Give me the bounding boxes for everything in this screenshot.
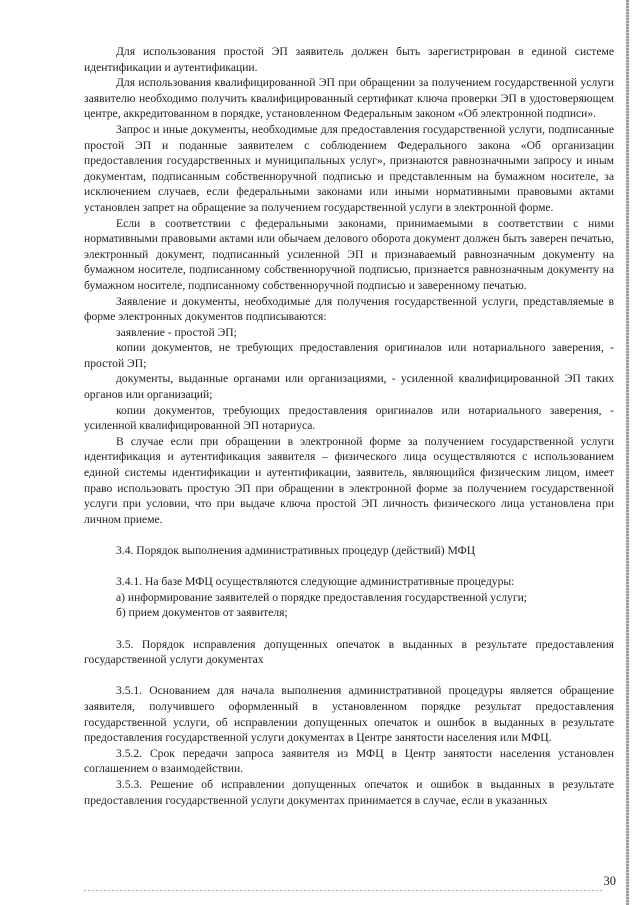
paragraph-seal-requirement: Если в соответствии с федеральными законами, принимаемыми в соответствии с ними нормативными правовыми актами или обычаем делового оборота документ должен быть заверен печатью, электронный документ, подписанный усиленной ЭП и признаваемый равнозначным документу на бумажном носителе, подписанному собственноручной подписью, признается равнозначным документу на бумажном носителе, подписанному собственноручной подписью и заверенному печатью. [84, 216, 614, 292]
list-item-copies-notary: копии документов, требующих предоставления оригиналов или нотариального заверения, - усиленной квалифицированной ЭП нотариуса. [84, 403, 614, 433]
paragraph-signing-intro: Заявление и документы, необходимые для получения государственной услуги, представляемые в форме электронных документов подписываются: [84, 294, 614, 324]
document-body [84, 44, 614, 808]
list-item-informing: а) информирование заявителей о порядке предоставления государственной услуги; [116, 590, 527, 604]
list-item-reception: б) прием документов от заявителя; [116, 606, 288, 620]
section-heading-3-5: 3.5. Порядок исправления допущенных опечаток в выданных в результате предоставления государственной услуги документах [84, 637, 614, 667]
list-item-copies-no-originals: копии документов, не требующих предоставления оригиналов или нотариального заверения, - простой ЭП; [84, 341, 614, 370]
paragraph-3-5-3: 3.5.3. Решение об исправлении допущенных опечаток и ошибок в выданных в результате предоставления государственной услуги документах принимается в случае, если в указанных [84, 777, 614, 807]
list-item-application: заявление - простой ЭП; [116, 325, 237, 339]
list-item-issued-documents: документы, выданные органами или организациями, - усиленной квалифицированной ЭП таких органов или организаций; [84, 372, 614, 402]
scan-edge-line [626, 0, 629, 905]
page-number: 30 [603, 874, 616, 888]
paragraph-3-4-1: 3.4.1. На базе МФЦ осуществляются следующие административные процедуры: [116, 575, 515, 589]
section-heading-3-4: 3.4. Порядок выполнения административных процедур (действий) МФЦ [116, 544, 476, 557]
paragraph-3-5-1: 3.5.1. Основанием для начала выполнения административной процедуры является обращение заявителя, получившего оформленный в установленном порядке результат предоставления государственной услуги, об исправлении допущенных опечаток и ошибок в выданных в результате предоставления государственной услуги документах в Центре занятости населения или МФЦ. [84, 684, 614, 745]
paragraph-3-5-2: 3.5.2. Срок передачи запроса заявителя из МФЦ в Центр занятости населения установлен соглашением о взаимодействии. [84, 746, 614, 776]
bottom-scan-line [84, 890, 604, 891]
paragraph-simple-ep-registration: Для использования простой ЭП заявитель должен быть зарегистрирован в единой системе идентификации и аутентификации. [84, 45, 614, 74]
paragraph-qualified-ep-certificate: Для использования квалифицированной ЭП при обращении за получением государственной услуги заявителю необходимо получить квалифицированный сертификат ключа проверки ЭП в удостоверяющем центре, аккредитованном в порядке, установленном Федеральным законом «Об электронной подписи». [84, 76, 614, 121]
paragraph-request-equivalence: Запрос и иные документы, необходимые для предоставления государственной услуги, подписанные простой ЭП и поданные заявителем с соблюдением Федерального закона «Об организации предоставления государственных и муниципальных услуг», признаются равнозначными запросу и иным документам, подписанным собственноручной подписью и представленным на бумажном носителе, за исключением случаев, если федеральными законами или иными нормативными правовыми актами установлен запрет на обращение за получением государственной услуги в электронной форме. [84, 122, 614, 214]
paragraph-identification: В случае если при обращении в электронной форме за получением государственной услуги идентификация и аутентификация заявителя – физического лица осуществляются с использованием единой системы идентификации и аутентификации, заявитель, являющийся физическим лицом, имеет право использовать простую ЭП при обращении в электронной форме за получением государственной услуги при условии, что при выдаче ключа простой ЭП личность физического лица установлена при личном приеме. [84, 434, 614, 526]
